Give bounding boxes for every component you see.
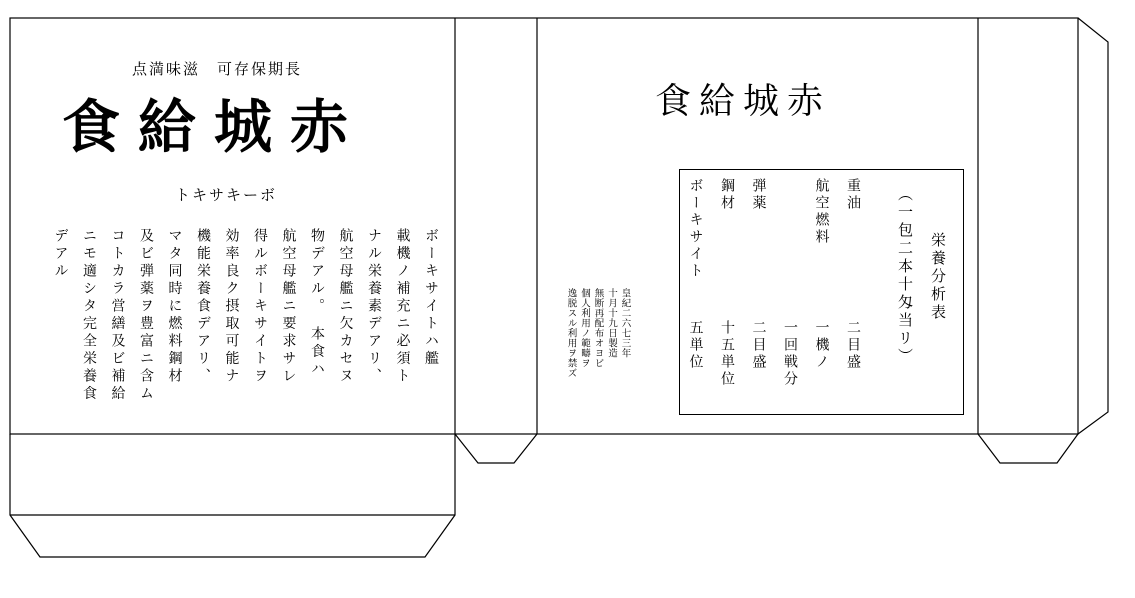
nutrition-item-name: 弾薬 [750, 178, 767, 212]
fine-print-column: 十月十九日製造 [606, 288, 617, 358]
fine-print-column: 逸脱スル利用ヲ禁ズ [565, 288, 577, 378]
front-body-column: 機能栄養食デアリ、 [195, 228, 211, 386]
front-tagline: 点満味滋 可存保期長 [132, 60, 303, 78]
nutrition-item-value: 二目盛 [845, 320, 861, 371]
nutrition-item-name: 鋼材 [719, 178, 735, 212]
fine-print-column: 個人利用ノ範疇ヲ [579, 288, 590, 368]
front-body-column: デアル [52, 228, 69, 281]
back-title: 食給城赤 [655, 81, 832, 122]
front-body-column: 得ルボーキサイトヲ [252, 228, 268, 386]
nutrition-basis: （一包二本十匁当リ） [896, 186, 914, 366]
bottom-flap [10, 434, 455, 557]
front-body-column: 及ビ弾薬ヲ豊富ニ含ム [138, 228, 154, 403]
nutrition-heading: 栄養分析表 [929, 232, 947, 322]
front-body-column: 航空母艦ニ欠カセヌ [337, 228, 354, 386]
fine-print-column: 皇紀二六七三年 [619, 288, 631, 358]
nutrition-item-value: 五単位 [687, 320, 704, 371]
front-body-column: ニモ適シタ完全栄養食 [81, 228, 97, 403]
side-tab [455, 434, 537, 463]
front-subtitle: トキサキーボ [175, 186, 278, 204]
nutrition-item-value: 十五単位 [719, 320, 735, 388]
nutrition-item-value: 二目盛 [750, 320, 767, 371]
nutrition-item-value: 一回戦分 [782, 320, 798, 388]
front-body-column: ナル栄養素デアリ、 [366, 228, 382, 386]
glue-tab [1078, 18, 1108, 434]
front-body-column: 航空母艦ニ要求サレ [280, 228, 297, 386]
nutrition-item-name: 航空燃料 [813, 178, 830, 246]
nutrition-item-name: 重油 [845, 178, 861, 212]
side-tab [978, 434, 1078, 463]
fine-print-column: 無断再配布オヨビ [592, 288, 604, 368]
nutrition-item-value: 一機ノ [813, 320, 830, 371]
front-body-column: 載機ノ補充ニ必須ト [394, 228, 411, 386]
front-body-column: ボーキサイトハ艦 [423, 228, 439, 368]
front-title: 食給城赤 [62, 93, 367, 161]
nutrition-item-name: ボーキサイト [687, 178, 704, 280]
front-body-column: マタ同時に燃料鋼材 [166, 228, 183, 386]
front-body-column: コトカラ営繕及ビ補給 [109, 228, 126, 403]
front-body-column: 物デアル。 本食ハ [309, 228, 325, 379]
front-body-column: 効率良ク摂取可能ナ [223, 228, 240, 386]
